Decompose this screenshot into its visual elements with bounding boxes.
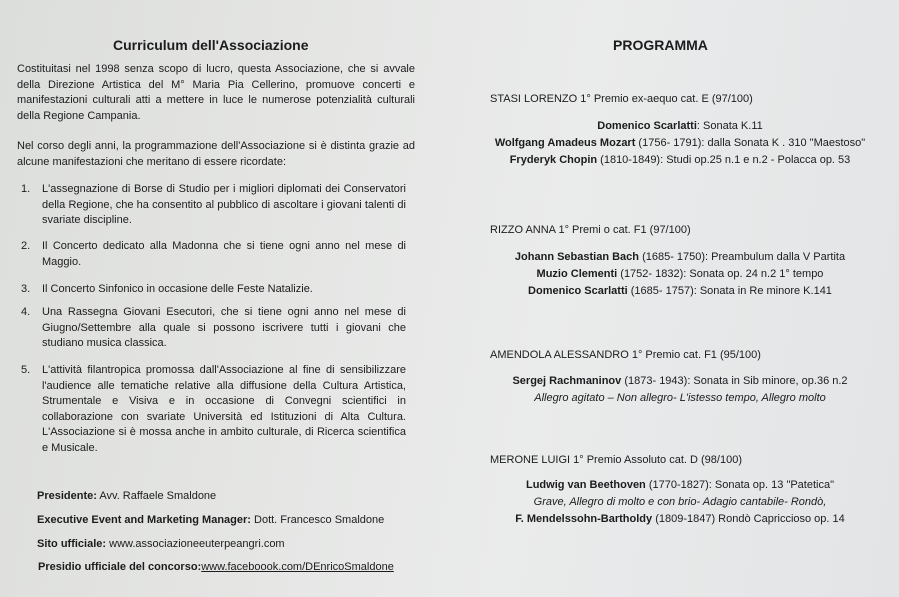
curriculum-title: Curriculum dell'Associazione	[113, 37, 309, 53]
curriculum-intro: Costituitasi nel 1998 senza scopo di lucro, questa Associazione, che si avvale della Direzione Artistica del M° Maria Pia Cellerino, promuove concerti e manifestazioni culturali atti a mettere in luce le numerose potenzialità culturali della Regione Campania.	[17, 63, 415, 122]
piece	[490, 511, 870, 528]
work: (1770-1827): Sonata op. 13 "Patetica"	[645, 479, 834, 491]
list-number: 1.	[21, 183, 31, 195]
list-text: Il Concerto Sinfonico in occasione delle Feste Natalizie.	[42, 283, 313, 295]
piece-list	[490, 373, 870, 407]
composer: Wolfgang Amadeus Mozart	[494, 137, 636, 149]
movements: Allegro agitato – Non allegro- L'istesso tempo, Allegro molto	[534, 392, 826, 404]
piece	[490, 283, 870, 300]
composer: Fryderyk Chopin	[509, 154, 598, 166]
winner-heading: MERONE LUIGI 1° Premio Assoluto cat. D (98/100)	[490, 454, 742, 466]
list-text: L'assegnazione di Borse di Studio per i migliori diplomati dei Conservatori della Regione, che ha consentito al pubblico di ascoltare i giovani talenti di svariate discipline.	[42, 183, 406, 226]
composer: Domenico Scarlatti	[597, 120, 697, 132]
winner-heading: STASI LORENZO 1° Premio ex-aequo cat. E (97/100)	[490, 93, 753, 105]
credit-label: Presidio ufficiale del concorso:	[38, 561, 202, 573]
manager-line	[37, 513, 384, 529]
piece	[490, 373, 870, 390]
piece-list	[490, 477, 870, 528]
piece	[490, 152, 870, 169]
piece	[490, 477, 870, 494]
list-text: Il Concerto dedicato alla Madonna che si tiene ogni anno nel mese di Maggio.	[42, 240, 406, 268]
composer: Domenico Scarlatti	[528, 285, 628, 297]
piece	[490, 118, 870, 135]
piece	[490, 266, 870, 283]
list-number: 4.	[21, 306, 31, 318]
work: (1685- 1757): Sonata in Re minore K.141	[627, 285, 832, 297]
work: (1810-1849): Studi op.25 n.1 e n.2 - Polacca op. 53	[597, 154, 851, 166]
work: (1685- 1750): Preambulum dalla V Partita	[639, 251, 846, 263]
work: : Sonata K.11	[696, 120, 763, 132]
credit-value: Dott. Francesco Smaldone	[250, 514, 385, 526]
winner-heading: RIZZO ANNA 1° Premi o cat. F1 (97/100)	[490, 224, 691, 236]
winner-heading: AMENDOLA ALESSANDRO 1° Premio cat. F1 (95/100)	[490, 349, 761, 361]
website-line	[37, 537, 285, 553]
piece	[490, 135, 870, 152]
programma-title: PROGRAMMA	[613, 37, 708, 53]
work: (1873- 1943): Sonata in Sib minore, op.36 n.2	[621, 375, 848, 387]
composer: Johann Sebastian Bach	[514, 251, 640, 263]
composer: Ludwig van Beethoven	[525, 479, 646, 491]
credit-label: Presidente:	[37, 490, 97, 502]
facebook-line	[38, 560, 394, 576]
piece	[490, 249, 870, 266]
list-number: 3.	[21, 283, 31, 295]
work: (1756- 1791): dalla Sonata K . 310 "Maestoso"	[635, 137, 866, 149]
website-link[interactable]: www.associazioneeuterpeangri.com	[106, 538, 285, 550]
composer: Sergej Rachmaninov	[512, 375, 622, 387]
piece-list	[490, 249, 870, 300]
work: (1752- 1832): Sonata op. 24 n.2 1° tempo	[617, 268, 824, 280]
movements: Grave, Allegro di molto e con brio- Adagio cantabile- Rondò,	[533, 496, 827, 508]
piece-list	[490, 118, 870, 169]
credit-label: Sito ufficiale:	[37, 538, 107, 550]
composer: Muzio Clementi	[536, 268, 618, 280]
list-number: 2.	[21, 240, 31, 252]
credit-label: Executive Event and Marketing Manager:	[37, 514, 251, 526]
list-text: Una Rassegna Giovani Esecutori, che si tiene ogni anno nel mese di Giugno/Settembre alla quale si possono iscrivere tutti i giovani che studiano musica classica.	[42, 306, 406, 349]
list-text: L'attività filantropica promossa dall'Associazione al fine di sensibilizzare l'audience alle tematiche relative alla diffusione della Cultura Artistica, Strumentale e Visiva e in occasione di Convegni scientifici in collaborazione con svariate Università ed Istituzioni di Alta Cultura. L'Associazione si è mossa anche in ambito culturale, di Ricerca scientifica e Musicale.	[42, 364, 406, 454]
credit-value: Avv. Raffaele Smaldone	[96, 490, 217, 502]
president-line	[37, 489, 216, 505]
list-number: 5.	[21, 364, 31, 376]
facebook-link[interactable]: www.faceboook.com/DEnricoSmaldone	[201, 561, 394, 573]
work: (1809-1847) Rondò Capriccioso op. 14	[652, 513, 845, 525]
composer: F. Mendelssohn-Bartholdy	[515, 513, 653, 525]
curriculum-lead: Nel corso degli anni, la programmazione dell'Associazione si è distinta grazie ad alcune manifestazioni che meritano di essere ricordate:	[17, 140, 415, 168]
